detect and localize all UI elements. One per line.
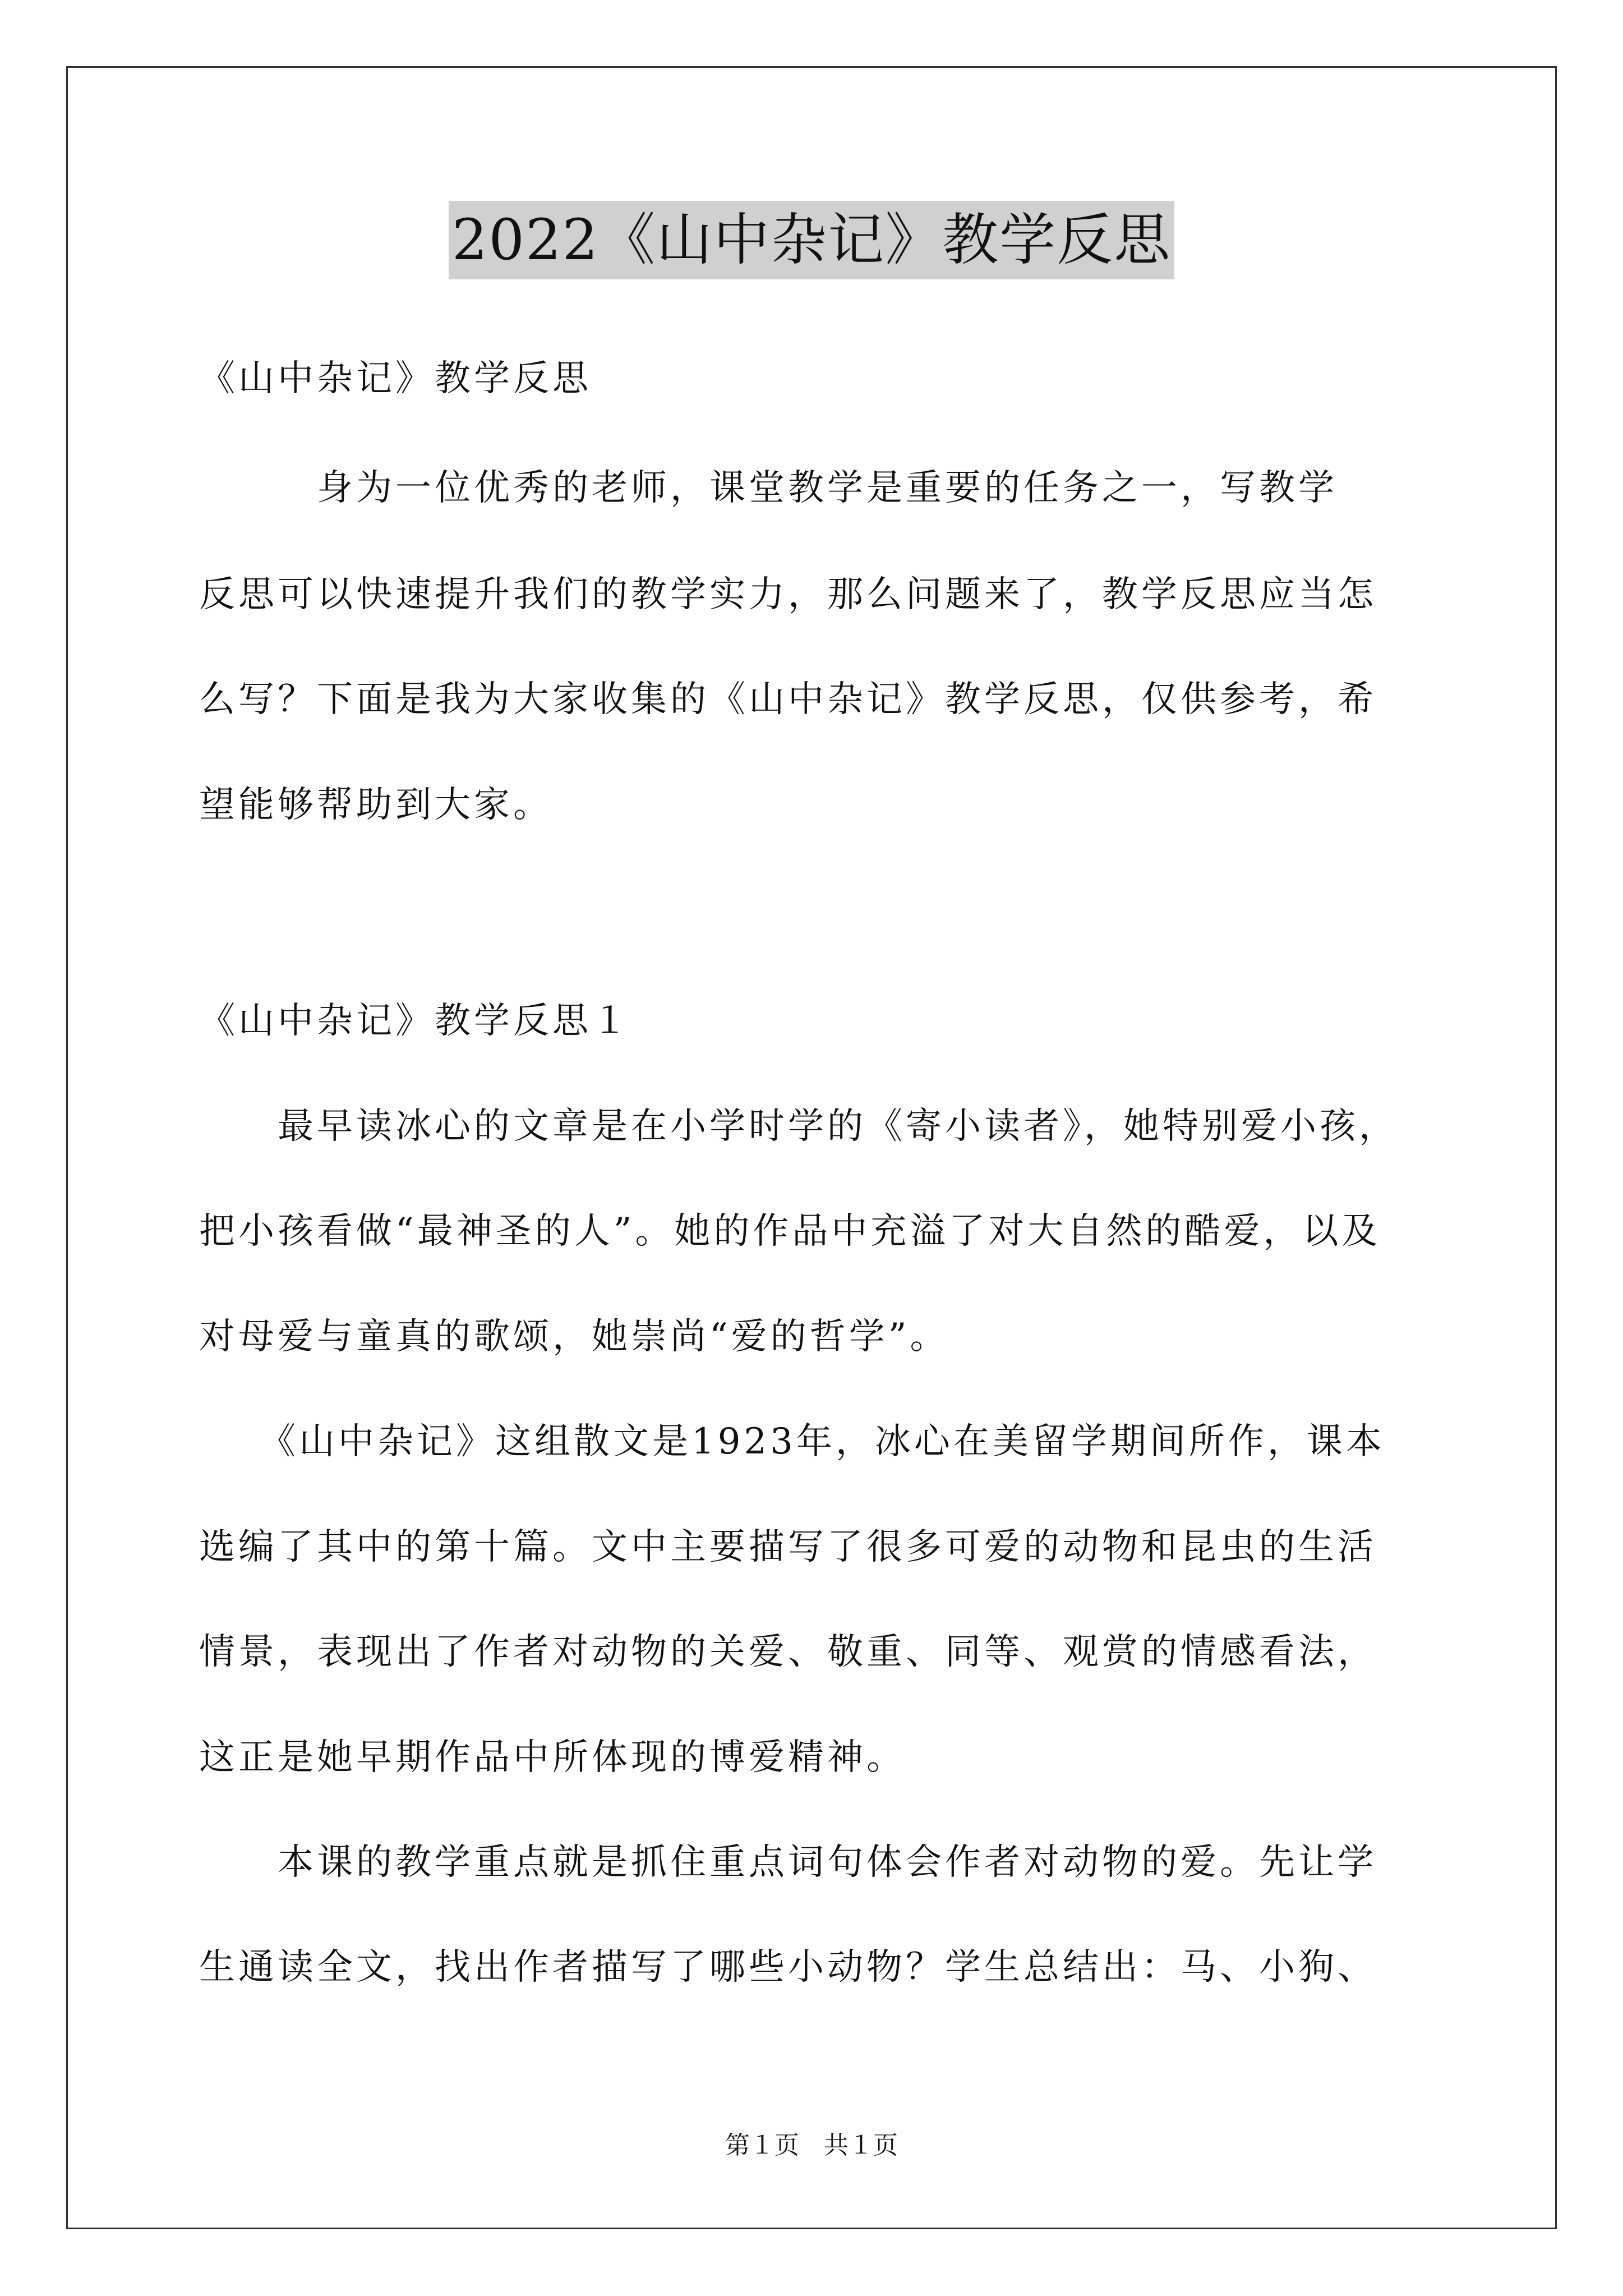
paragraph-line: 反思可以快速提升我们的教学实力，那么问题来了，教学反思应当怎: [199, 574, 1377, 615]
paragraph-line: 身为一位优秀的老师，课堂教学是重要的任务之一，写教学: [199, 467, 1338, 509]
paragraph-line: 么写？下面是我为大家收集的《山中杂记》教学反思，仅供参考，希: [199, 679, 1377, 720]
paragraph-line: 这正是她早期作品中所体现的博爱精神。: [199, 1737, 906, 1778]
section-heading: 《山中杂记》教学反思１: [199, 1000, 631, 1042]
paragraph-line: 本课的教学重点就是抓住重点词句体会作者对动物的爱。先让学: [199, 1842, 1377, 1883]
title-container: [0, 201, 1623, 279]
section-heading: 《山中杂记》教学反思: [199, 358, 592, 399]
paragraph-line: 生通读全文，找出作者描写了哪些小动物？学生总结出：马、小狗、: [199, 1947, 1377, 1988]
page-footer: 第１页 共１页: [725, 2131, 898, 2160]
paragraph-line: 情景，表现出了作者对动物的关爱、敬重、同等、观赏的情感看法，: [199, 1631, 1377, 1673]
paragraph-line: 把小孩看做“最神圣的人”。她的作品中充溢了对大自然的酷爱，以及: [199, 1211, 1381, 1252]
paragraph-line: 最早读冰心的文章是在小学时学的《寄小读者》，她特别爱小孩，: [199, 1106, 1398, 1147]
paragraph-line: 对母爱与童真的歌颂，她崇尚“爱的哲学”。: [199, 1316, 949, 1358]
paragraph-line: 选编了其中的第十篇。文中主要描写了很多可爱的动物和昆虫的生活: [199, 1526, 1377, 1568]
document-title: 2022《山中杂记》教学反思: [449, 201, 1175, 279]
paragraph-line: 《山中杂记》这组散文是1923年，冰心在美留学期间所作，课本: [199, 1421, 1385, 1462]
paragraph-line: 望能够帮助到大家。: [199, 784, 552, 826]
